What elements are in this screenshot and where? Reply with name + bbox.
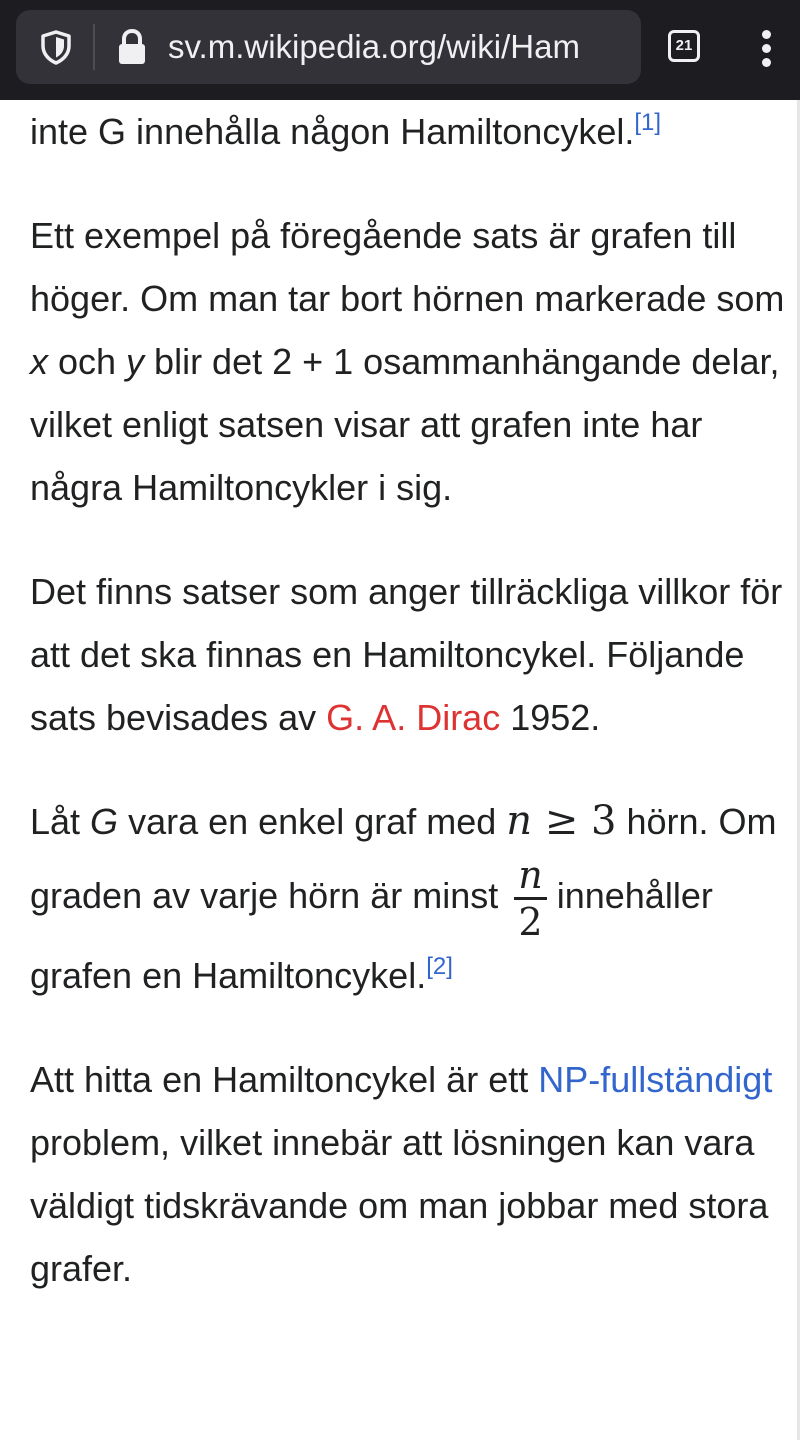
paragraph-text: innehåller grafen en Hamiltoncykel. — [30, 875, 713, 996]
np-complete-link[interactable]: NP-fullständigt — [538, 1059, 773, 1100]
paragraph-3 — [30, 560, 790, 749]
article-body — [30, 100, 790, 1300]
paragraph-2 — [30, 204, 790, 519]
paragraph-text: Ett exempel på föregående sats är grafen till höger. Om man tar bort hörnen markerade som — [30, 215, 785, 319]
math-three: 3 — [591, 798, 617, 844]
graph-g-label: G — [90, 801, 119, 842]
url-divider — [93, 24, 95, 70]
paragraph-text: vara en enkel graf med — [118, 801, 507, 842]
vertex-x-label: x — [30, 341, 48, 382]
fraction-numerator: n — [514, 853, 546, 900]
paragraph-text: blir det 2 + 1 osammanhängande delar, vilket enligt satsen visar att grafen inte har några Hamiltoncykler i sig. — [30, 341, 780, 508]
paragraph-4 — [30, 790, 790, 1007]
math-geq: ≥ — [532, 798, 591, 844]
lock-icon — [116, 28, 148, 66]
shield-icon[interactable] — [38, 29, 74, 65]
reference-link[interactable]: [2] — [426, 953, 453, 980]
paragraph-text: Låt — [30, 801, 91, 842]
dirac-link[interactable]: G. A. Dirac — [326, 697, 501, 738]
address-bar[interactable] — [16, 10, 641, 84]
fraction-denominator: 2 — [518, 900, 543, 944]
paragraph-text: och — [48, 341, 127, 382]
paragraph-text: 1952. — [500, 697, 601, 738]
url-text[interactable]: sv.m.wikipedia.org/wiki/Ham — [168, 28, 580, 65]
fraction-n-over-2 — [514, 853, 546, 944]
paragraph-1 — [30, 100, 790, 163]
paragraph-text: Det finns satser som anger tillräckliga villkor för att det ska finnas en Hamiltoncykel. Följande sats bevisades av — [30, 571, 783, 738]
paragraph-text: hörn. Om graden av varje hörn är minst — [30, 801, 777, 917]
overflow-menu-icon[interactable] — [754, 30, 778, 66]
paragraph-5 — [30, 1048, 790, 1300]
math-n: n — [506, 798, 533, 844]
paragraph-text: inte G innehålla någon Hamiltoncykel. — [30, 111, 635, 152]
browser-toolbar — [0, 0, 800, 100]
paragraph-text: Att hitta en Hamiltoncykel är ett — [30, 1059, 539, 1100]
reference-link[interactable]: [1] — [634, 109, 662, 136]
tab-count-button[interactable]: 21 — [668, 30, 700, 62]
paragraph-text: problem, vilket innebär att lösningen kan vara väldigt tidskrävande om man jobbar med stora grafer. — [30, 1122, 769, 1289]
vertex-y-label: y — [126, 341, 145, 382]
